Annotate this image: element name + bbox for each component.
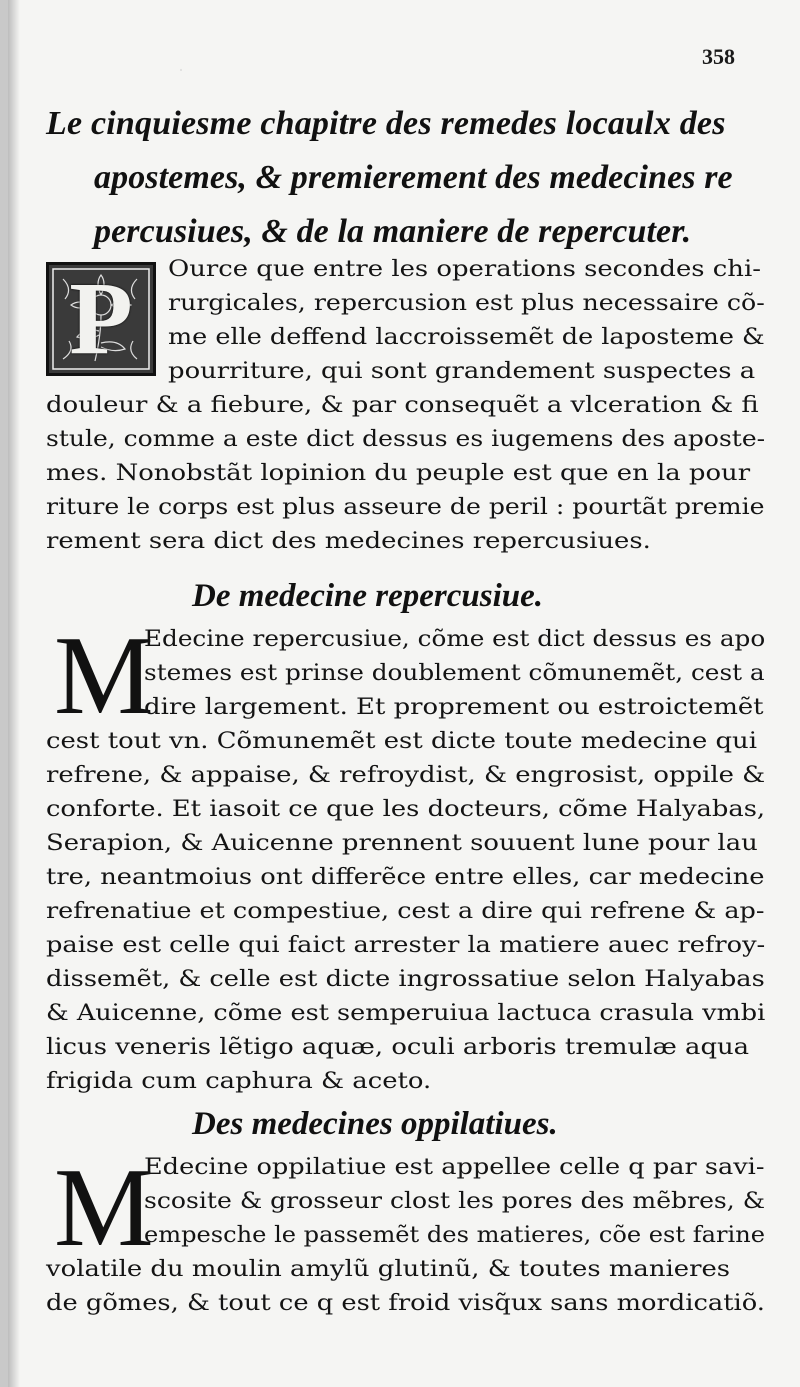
text-line: Edecine oppilatiue est appellee celle q par savi- bbox=[144, 1154, 765, 1180]
text-line: refrene, & appaise, & refroydist, & engrosist, oppile & bbox=[46, 762, 766, 788]
drop-cap-initial: M bbox=[54, 614, 154, 738]
text-line: me elle deffend laccroissemẽt de laposteme & bbox=[168, 324, 765, 350]
text-line: pourriture, qui sont grandement suspectes a bbox=[168, 358, 756, 384]
text-line: tre, neantmoius ont differẽce entre elles, car medecine bbox=[46, 864, 765, 890]
text-line: Ource que entre les operations secondes chi- bbox=[168, 256, 761, 282]
text-line: frigida cum caphura & aceto. bbox=[46, 1068, 432, 1094]
chapter-heading-line: percusiues, & de la maniere de repercuter. bbox=[94, 213, 692, 250]
bleed-through: · bbox=[178, 60, 184, 80]
text-line: empesche le passemẽt des matieres, cõe est farine bbox=[144, 1222, 766, 1248]
text-line: & Auicenne, cõme est semperuiua lactuca crasula vmbi bbox=[46, 1000, 766, 1026]
text-line: de gõmes, & tout ce q est froid visq̃ux sans mordicatiõ. bbox=[46, 1290, 765, 1316]
text-line: volatile du moulin amylũ glutinũ, & toutes manieres bbox=[46, 1256, 731, 1282]
page-gutter-shadow bbox=[8, 0, 20, 1387]
text-line: conforte. Et iasoit ce que les docteurs, cõme Halyabas, bbox=[46, 796, 766, 822]
text-line: rurgicales, repercusion est plus necessaire cõ- bbox=[168, 290, 765, 316]
drop-cap-initial: M bbox=[54, 1146, 154, 1270]
text-line: licus veneris lẽtigo aquæ, oculi arboris tremulæ aqua bbox=[46, 1034, 750, 1060]
text-line: Edecine repercusiue, cõme est dict dessus es apo bbox=[144, 626, 766, 652]
book-page bbox=[8, 0, 800, 1387]
text-line: dire largement. Et proprement ou estroictemẽt bbox=[144, 694, 764, 720]
text-line: douleur & a fiebure, & par consequẽt a vlceration & fi bbox=[46, 392, 759, 418]
page-number: 358 bbox=[702, 44, 735, 69]
chapter-heading-line: apostemes, & premierement des medecines re bbox=[94, 159, 733, 196]
text-line: refrenatiue et compestiue, cest a dire qui refrene & ap- bbox=[46, 898, 765, 924]
text-line: scosite & grosseur clost les pores des mẽbres, & bbox=[144, 1188, 766, 1214]
chapter-heading-line: Le cinquiesme chapitre des remedes locaulx des bbox=[46, 105, 726, 142]
text-line: rement sera dict des medecines repercusiues. bbox=[46, 528, 651, 554]
text-line: dissemẽt, & celle est dicte ingrossatiue selon Halyabas bbox=[46, 966, 765, 992]
decorated-initial-letter: P bbox=[69, 261, 133, 376]
text-line: mes. Nonobstãt lopinion du peuple est que en la pour bbox=[46, 460, 751, 486]
text-line: stemes est prinse doublement cõmunemẽt, cest a bbox=[144, 660, 765, 686]
section-heading: Des medecines oppilatiues. bbox=[192, 1106, 558, 1142]
text-line: stule, comme a este dict dessus es iugemens des aposte- bbox=[46, 426, 766, 452]
text-line: riture le corps est plus asseure de peril : pourtãt premie bbox=[46, 494, 765, 520]
decorated-initial-flower-icon bbox=[46, 262, 156, 376]
text-line: paise est celle qui faict arrester la matiere auec refroy- bbox=[46, 932, 766, 958]
section-heading: De medecine repercusiue. bbox=[192, 578, 543, 614]
text-line: cest tout vn. Cõmunemẽt est dicte toute medecine qui bbox=[46, 728, 757, 754]
text-line: Serapion, & Auicenne prennent souuent lune pour lau bbox=[46, 830, 758, 856]
